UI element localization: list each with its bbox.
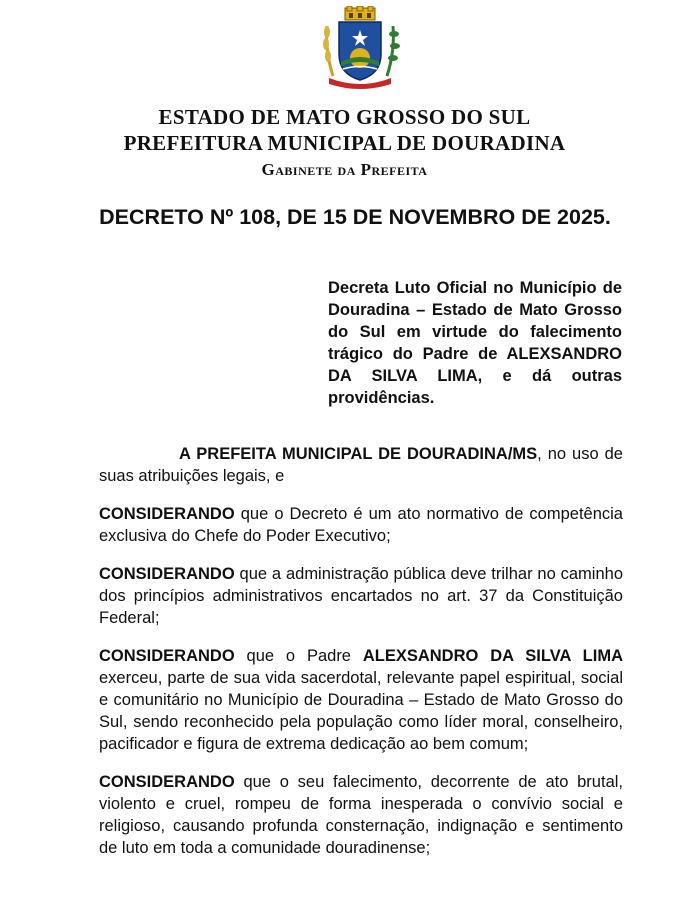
municipal-coat-of-arms-icon: [315, 6, 405, 90]
authority-name: A PREFEITA MUNICIPAL DE DOURADINA/MS: [179, 445, 538, 463]
considering-text: que o Decreto é um ato normativo de competência exclusiva do Chefe do Poder Executivo;: [99, 505, 623, 545]
state-name: ESTADO DE MATO GROSSO DO SUL: [158, 105, 531, 129]
municipality-name: PREFEITURA MUNICIPAL DE DOURADINA: [123, 131, 566, 155]
considering-paragraph-4: [99, 771, 623, 859]
letterhead: [0, 104, 689, 182]
considering-text: exerceu, parte de sua vida sacerdotal, relevante papel espiritual, social e comunitário no Município de Douradina – Estado de Mato Grosso do Sul, sendo reconhecido pela população como líder moral, conselheiro, pacificador e figura de extrema dedicação ao bem comum;: [99, 669, 623, 753]
considering-paragraph-3: [99, 645, 623, 755]
considering-text: que a administração pública deve trilhar no caminho dos princípios administrativos encartados no art. 37 da Constituição Federal;: [99, 565, 623, 627]
decree-body: [99, 443, 623, 875]
office-name: Gabinete da Prefeita: [261, 160, 428, 179]
considering-label: CONSIDERANDO: [99, 647, 235, 665]
decree-title: DECRETO Nº 108, DE 15 DE NOVEMBRO DE 2025.: [99, 205, 611, 229]
considering-label: CONSIDERANDO: [99, 565, 235, 583]
considering-label: CONSIDERANDO: [99, 773, 235, 791]
priest-name: ALEXSANDRO DA SILVA LIMA: [362, 647, 623, 665]
considering-paragraph-2: [99, 563, 623, 629]
considering-text: que o seu falecimento, decorrente de ato brutal, violento e cruel, rompeu de forma inesperada o convívio social e religioso, causando profunda consternação, indignação e sentimento de luto em toda a comunidade douradinense;: [99, 773, 623, 857]
intro-paragraph: [99, 443, 623, 487]
considering-paragraph-1: [99, 503, 623, 547]
considering-text: que o Padre: [234, 647, 363, 665]
intro-text: , no uso de suas atribuições legais, e: [99, 445, 623, 485]
decree-summary: Decreta Luto Oficial no Município de Douradina – Estado de Mato Grosso do Sul em virtude do falecimento trágico do Padre de ALEXSANDRO DA SILVA LIMA, e dá outras providências.: [328, 279, 622, 407]
considering-label: CONSIDERANDO: [99, 505, 235, 523]
